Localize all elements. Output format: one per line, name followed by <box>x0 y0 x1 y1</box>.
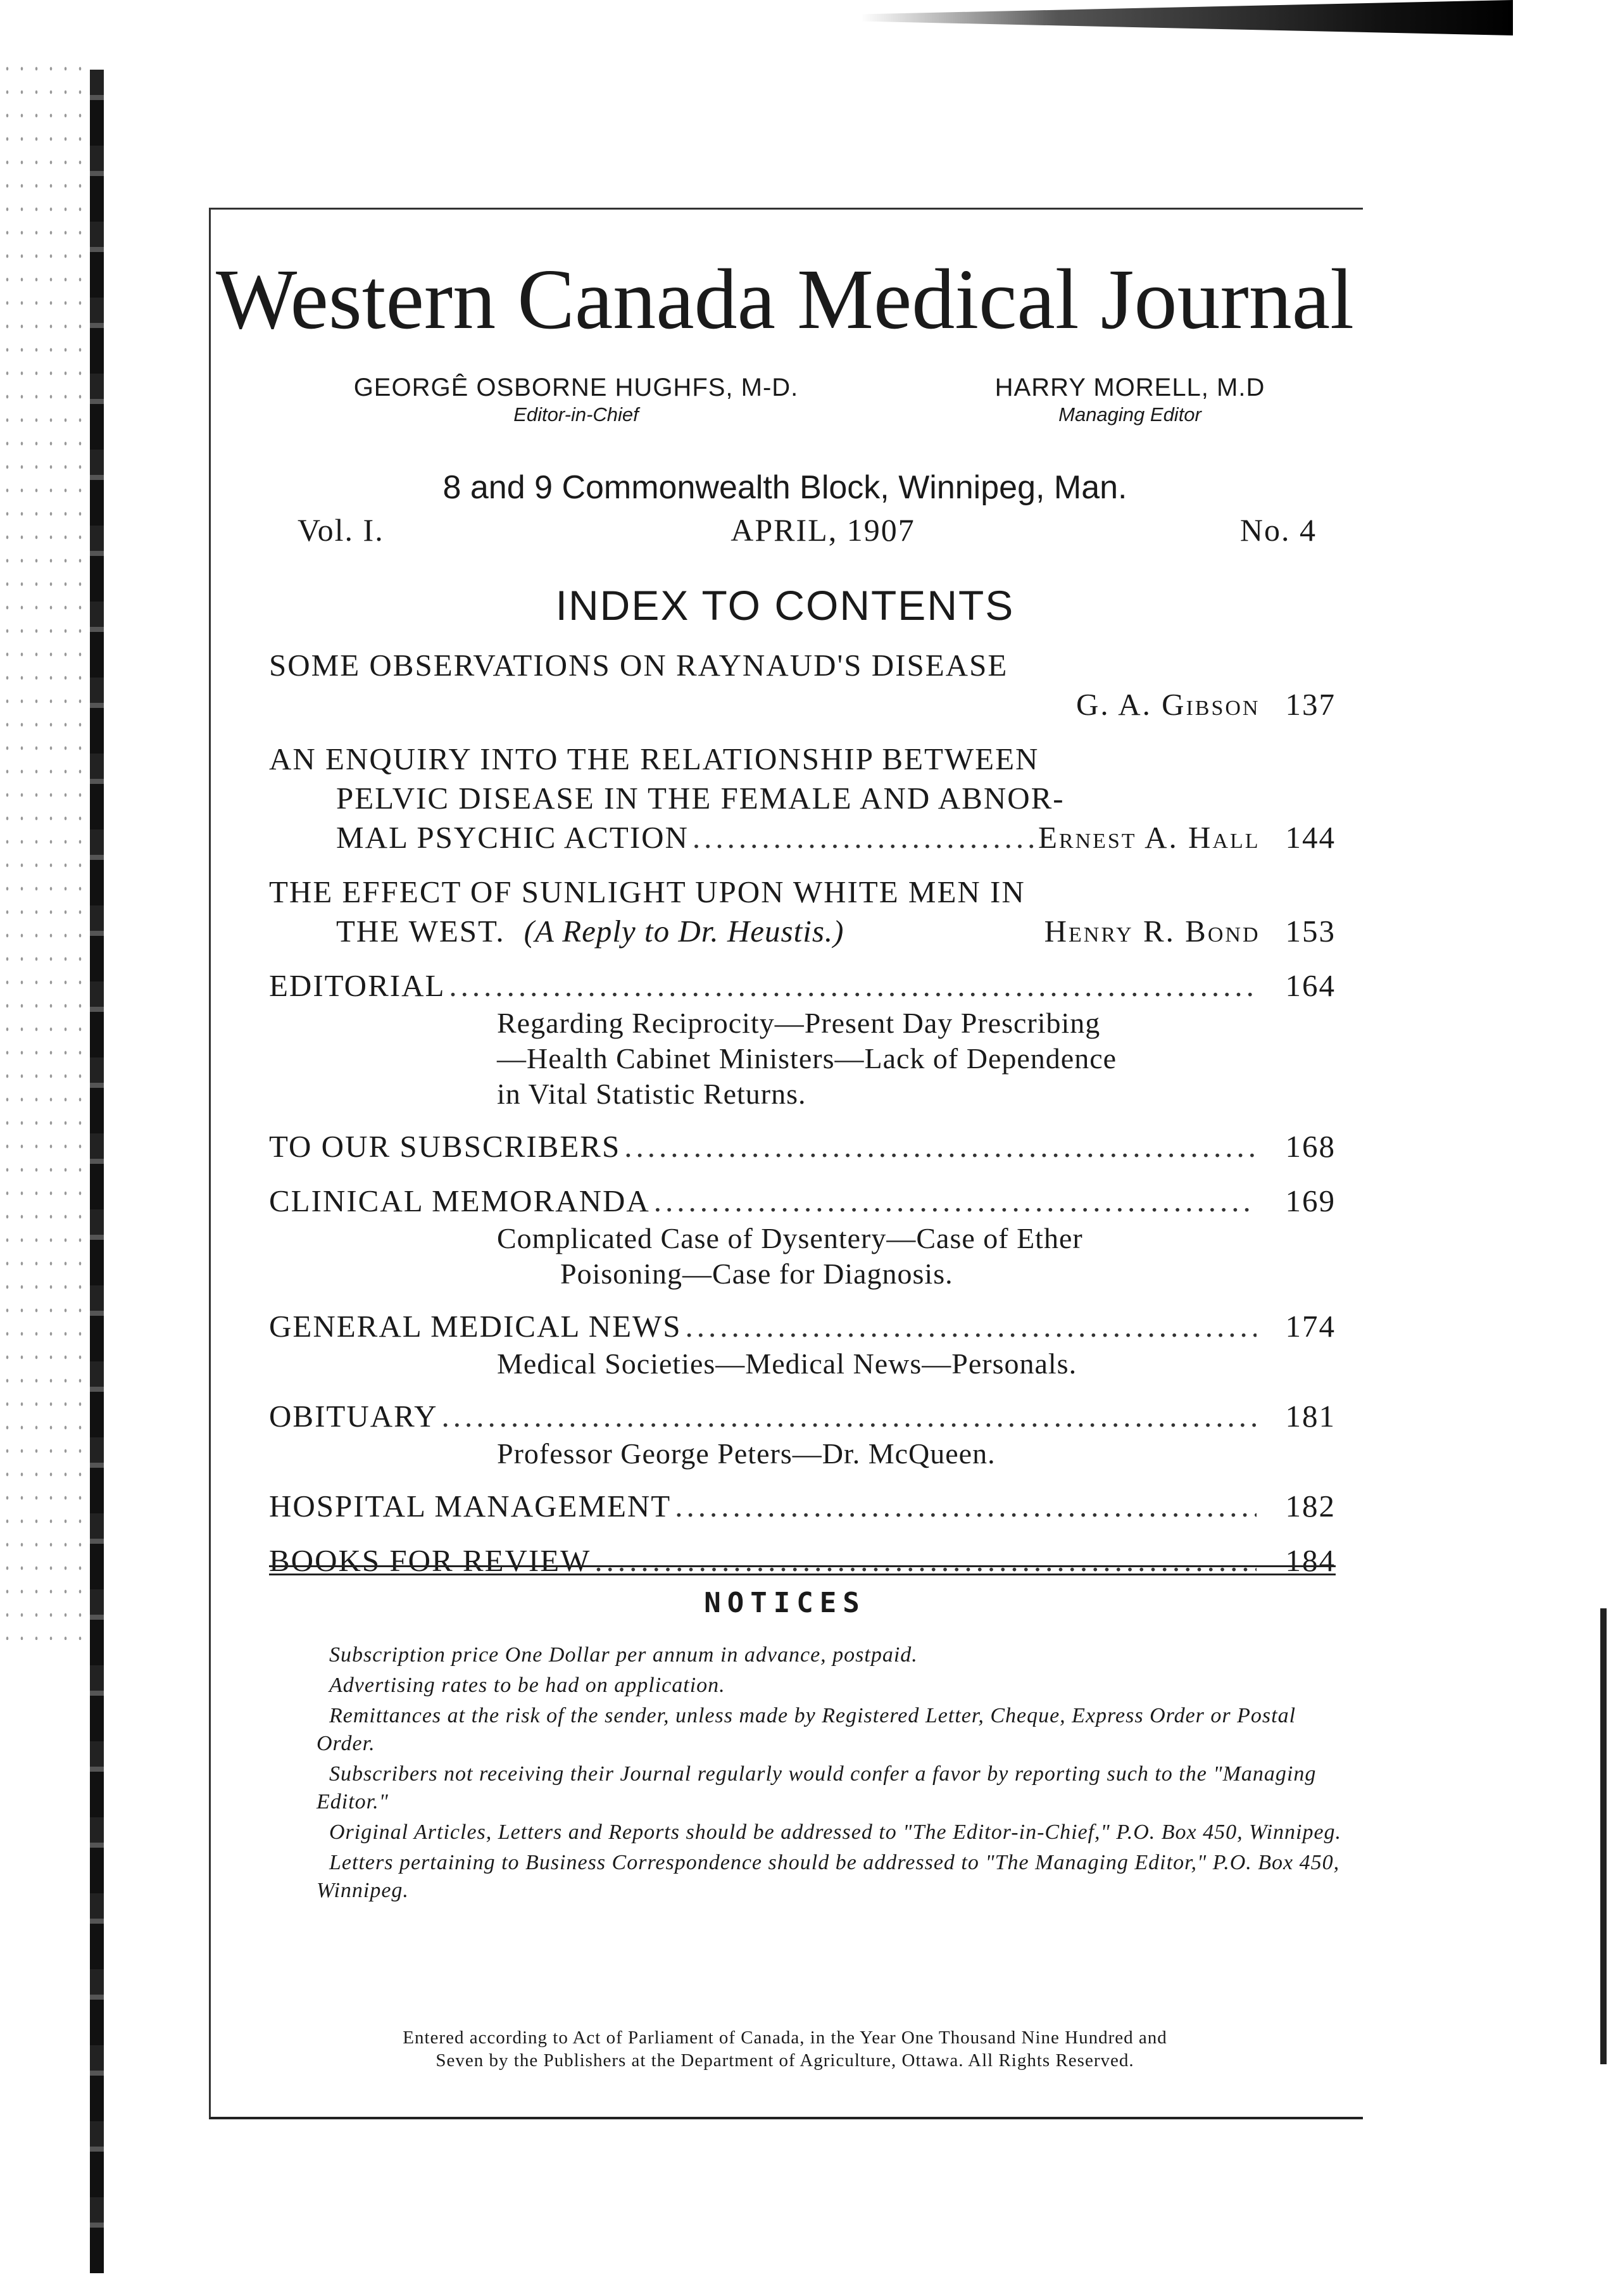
index-heading: INDEX TO CONTENTS <box>555 582 1015 629</box>
toc-entry-subtopics: Regarding Reciprocity—Present Day Prescribing <box>497 1007 1101 1039</box>
dot-leader <box>624 1127 1256 1166</box>
scan-edge-shadow <box>861 0 1513 35</box>
copyright-line: Entered according to Act of Parliament of Canada, in the Year One Thousand Nine Hundred and <box>403 2028 1167 2048</box>
dot-leader <box>449 966 1256 1006</box>
toc-entry-page: 182 <box>1285 1489 1336 1523</box>
toc-entry-medical-news <box>269 1307 1336 1382</box>
toc-entry-page: 164 <box>1285 968 1336 1003</box>
toc-entry-author: G. A. Gibson <box>1076 687 1260 722</box>
toc-entry-title: AN ENQUIRY INTO THE RELATIONSHIP BETWEEN <box>269 741 1039 776</box>
toc-entry-subtopics: Medical Societies—Medical News—Personals. <box>497 1347 1077 1380</box>
notices-heading: NOTICES <box>704 1587 866 1619</box>
editor-role: Editor-in-Chief <box>513 403 639 426</box>
copyright-line: Seven by the Publishers at the Department of Agriculture, Ottawa. All Rights Reserved. <box>436 2050 1134 2071</box>
toc-entry-page: 184 <box>1285 1543 1336 1578</box>
notices-list <box>317 1641 1342 1907</box>
scan-speckles <box>0 57 82 1640</box>
toc-entry-title: THE EFFECT OF SUNLIGHT UPON WHITE MEN IN <box>269 874 1025 909</box>
toc-entry-note: (A Reply to Dr. Heustis.) <box>524 914 844 949</box>
toc-entry-hospital-management <box>269 1487 1336 1526</box>
toc-entry-title: CLINICAL MEMORANDA <box>269 1183 650 1218</box>
toc-entry-raynaud <box>269 646 1336 724</box>
office-address: 8 and 9 Commonwealth Block, Winnipeg, Man. <box>442 469 1127 506</box>
toc-entry-title: HOSPITAL MANAGEMENT <box>269 1489 672 1523</box>
toc-entry-title: EDITORIAL <box>269 968 446 1003</box>
toc-entry-subtopics: Complicated Case of Dysentery—Case of Ether <box>497 1222 1083 1254</box>
dot-leader <box>441 1397 1256 1436</box>
toc-entry-title-cont: THE WEST. <box>336 914 505 949</box>
toc-entry-page: 169 <box>1285 1183 1336 1218</box>
toc-entry-sunlight <box>269 873 1336 951</box>
toc-entry-subtopics: in Vital Statistic Returns. <box>497 1078 806 1110</box>
toc-entry-clinical-memoranda <box>269 1182 1336 1292</box>
toc-entry-subtopics: Professor George Peters—Dr. McQueen. <box>497 1437 996 1470</box>
toc-entry-page: 137 <box>1285 687 1336 722</box>
notice-remittances: Remittances at the risk of the sender, unless made by Registered Letter, Cheque, Express Order or Postal Order. <box>317 1704 1296 1755</box>
toc-entry-pelvic-disease <box>269 740 1336 857</box>
dot-leader <box>654 1182 1257 1221</box>
toc-entry-title: TO OUR SUBSCRIBERS <box>269 1129 621 1164</box>
toc-entry-page: 153 <box>1285 914 1336 949</box>
issue-volume: Vol. I. <box>298 512 384 548</box>
notice-subscription-price: Subscription price One Dollar per annum in advance, postpaid. <box>329 1643 918 1667</box>
toc-entry-title-cont: PELVIC DISEASE IN THE FEMALE AND ABNOR- <box>336 781 1065 816</box>
issue-number: No. 4 <box>1239 512 1317 548</box>
scan-binding-edge <box>90 70 104 2273</box>
toc-entry-subtopics: Poisoning—Case for Diagnosis. <box>560 1258 953 1290</box>
notice-subscribers: Subscribers not receiving their Journal regularly would confer a favor by reporting such to the "Managing Editor." <box>317 1762 1317 1813</box>
manager-role: Managing Editor <box>1058 403 1201 426</box>
notice-business-letters: Letters pertaining to Business Correspondence should be addressed to "The Managing Editor," P.O. Box 450, Winnipeg. <box>317 1851 1340 1902</box>
notice-original-articles: Original Articles, Letters and Reports should be addressed to "The Editor-in-Chief," P.O. Box 450, Winnipeg. <box>329 1820 1342 1844</box>
copyright-notice <box>209 2026 1361 2072</box>
toc-entry-title-cont: MAL PSYCHIC ACTION <box>336 820 689 855</box>
dot-leader <box>693 818 1034 857</box>
toc-entry-page: 168 <box>1285 1129 1336 1164</box>
dot-leader <box>686 1307 1257 1346</box>
toc-entry-title: OBITUARY <box>269 1399 438 1434</box>
journal-title: Western Canada Medical Journal <box>216 252 1354 347</box>
table-of-contents <box>269 646 1336 1596</box>
manager-name: HARRY MORELL, M.D <box>994 374 1265 401</box>
toc-entry-author: Ernest A. Hall <box>1038 820 1260 855</box>
toc-entry-page: 144 <box>1285 820 1336 855</box>
toc-entry-editorial <box>269 966 1336 1112</box>
dot-leader <box>675 1487 1256 1526</box>
toc-entry-page: 174 <box>1285 1309 1336 1344</box>
notice-advertising: Advertising rates to be had on application. <box>329 1674 725 1697</box>
toc-entry-title: GENERAL MEDICAL NEWS <box>269 1309 682 1344</box>
toc-entry-obituary <box>269 1397 1336 1472</box>
issue-date: APRIL, 1907 <box>731 512 915 548</box>
toc-entry-subtopics: —Health Cabinet Ministers—Lack of Dependence <box>497 1042 1117 1075</box>
toc-entry-author: Henry R. Bond <box>1044 914 1260 949</box>
double-rule-divider <box>269 1565 1336 1575</box>
editor-name: GEORGÊ OSBORNE HUGHFS, M-D. <box>353 374 799 401</box>
toc-entry-title: BOOKS FOR REVIEW <box>269 1543 591 1578</box>
toc-entry-subscribers <box>269 1127 1336 1166</box>
toc-entry-title: SOME OBSERVATIONS ON RAYNAUD'S DISEASE <box>269 648 1008 683</box>
scan-right-edge <box>1600 1608 1607 2064</box>
toc-entry-page: 181 <box>1285 1399 1336 1434</box>
